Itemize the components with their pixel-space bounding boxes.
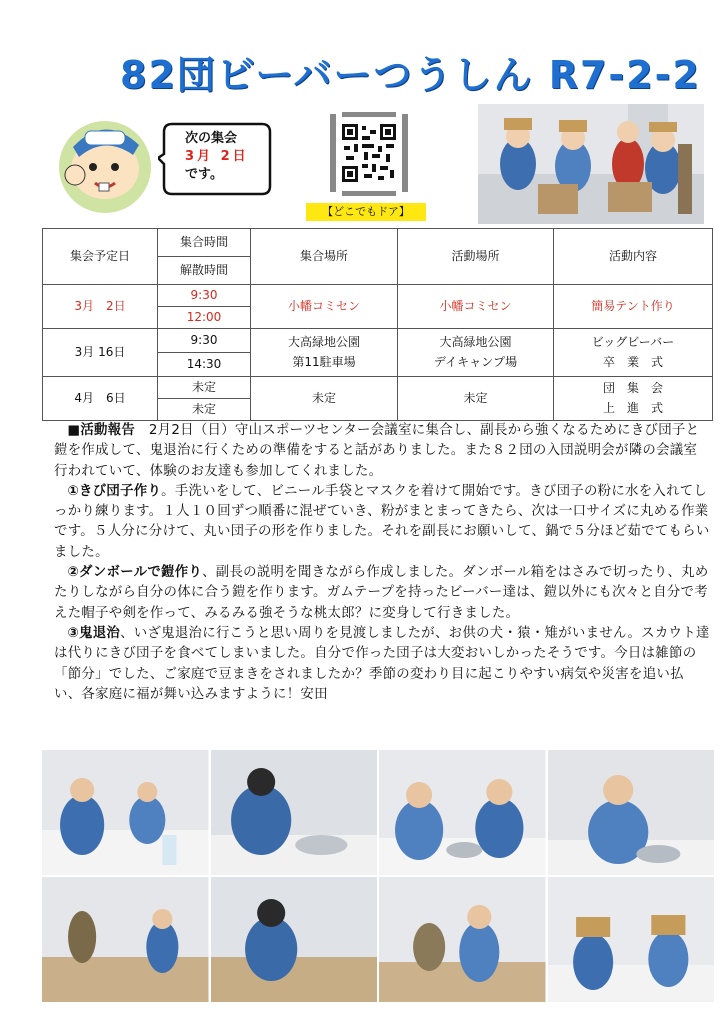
row1-date: 3月 2日: [43, 285, 158, 329]
row2-end: 14:30: [158, 353, 251, 377]
row3-end: 未定: [158, 399, 251, 421]
row3-place: 未定: [398, 377, 554, 421]
photo-grid: [42, 750, 714, 1002]
photo-2: [211, 750, 378, 875]
report-heading: ■活動報告: [67, 423, 136, 438]
page-title: 82団ビーバーつうしん R7-2-2: [120, 53, 701, 97]
next-meeting-note: [185, 130, 265, 184]
row1-activity: 簡易テント作り: [554, 285, 713, 329]
photo-5: [42, 877, 209, 1002]
row3-start: 未定: [158, 377, 251, 399]
row2-place-line2: デイキャンプ場: [433, 355, 518, 369]
qr-caption: 【どこでもドア】: [306, 203, 426, 221]
row1-place: 小幡コミセン: [398, 285, 554, 329]
row2-place-line1: 大高緑地公園: [439, 335, 512, 349]
next-meeting-label: 次の集会: [185, 131, 238, 146]
row2-activity-line1: ビッグビーバー: [591, 335, 675, 349]
header-activity-place: 活動場所: [398, 229, 554, 285]
photo-4: [548, 750, 715, 875]
dango-text: 。手洗いをして、ビニール手袋とマスクを着けて開始です。きび団子の粉に水を入れてしっかり練ります。１人１０回ずつ順番に混ぜていき、粉がまとまってきたら、次は一口サイズに丸める作業です。５人分に分けて、丸い団子の形を作りました。それを副長にお願いして、鍋で５分ほど茹でてもらいました。: [54, 483, 710, 560]
header-activity: 活動内容: [554, 229, 713, 285]
row3-activity: [554, 377, 713, 421]
row3-date: 4月 6日: [43, 377, 158, 421]
header-gather-place: 集合場所: [251, 229, 398, 285]
header-dismiss-time: 解散時間: [158, 257, 251, 285]
row2-gather-line2: 第11駐車場: [292, 355, 356, 369]
row3-activity-line1: 団 集 会: [602, 381, 663, 395]
armor-heading: ②ダンボールで鎧作り: [67, 565, 203, 581]
row1-start: 9:30: [158, 285, 251, 307]
photo-1: [42, 750, 209, 875]
row2-activity-line2: 卒 業 式: [602, 355, 663, 369]
activity-report: [54, 421, 710, 705]
report-intro: 2月2日（日）守山スポーツセンター会議室に集合し、副長から強くなるためにきび団子と鎧を作成して、鬼退治に行くための準備をすると話がありました。また８２団の入団説明会が隣の会議室行われていて、体験のお友達も参加してくれました。: [54, 423, 700, 479]
row2-date: 3月 16日: [43, 329, 158, 377]
oni-heading: ③鬼退治: [67, 625, 121, 641]
beaver-mascot-icon: [55, 105, 155, 215]
photo-6: [211, 877, 378, 1002]
row1-gather: 小幡コミセン: [251, 285, 398, 329]
photo-8: [548, 877, 715, 1002]
header-date: 集会予定日: [43, 229, 158, 285]
oni-text: 、いざ鬼退治に行こうと思い周りを見渡しましたが、お供の犬・猿・雉がいません。スカウト達は代りにきび団子を食べてしまいました。自分で作った団子は大変おいしかったそうです。今日は雑節の「節分」でした、ご家庭で豆まきをされましたか？季節の変わり目に起こりやすい病気や災害を追い払い、各家庭に福が舞い込みますように！安田: [54, 625, 710, 702]
next-meeting-date: 3月 2日: [185, 149, 249, 164]
photo-7: [379, 877, 546, 1002]
row3-gather: 未定: [251, 377, 398, 421]
row2-gather: [251, 329, 398, 377]
next-meeting-suffix: です。: [185, 167, 223, 182]
row2-start: 9:30: [158, 329, 251, 353]
top-photo: [478, 104, 704, 224]
schedule-table: [42, 228, 713, 421]
armor-text: 、副長の説明を聞きながら作成しました。ダンボール箱をはさみで切ったり、丸めたりしながら自分の体に合う鎧を作ります。ガムテープを持ったビーバー達は、鎧以外にも次々と自分で考えた帽子や剣を作って、みるみる強そうな桃太郎？に変身して行きました。: [54, 565, 709, 621]
row1-end: 12:00: [158, 307, 251, 329]
dango-heading: ①きび団子作り: [67, 483, 162, 499]
photo-3: [379, 750, 546, 875]
row3-activity-line2: 上 進 式: [602, 401, 663, 415]
qr-code-icon[interactable]: [328, 110, 410, 198]
row2-activity: [554, 329, 713, 377]
row2-gather-line1: 大高緑地公園: [287, 335, 360, 349]
header-gather-time: 集合時間: [158, 229, 251, 257]
row2-place: [398, 329, 554, 377]
